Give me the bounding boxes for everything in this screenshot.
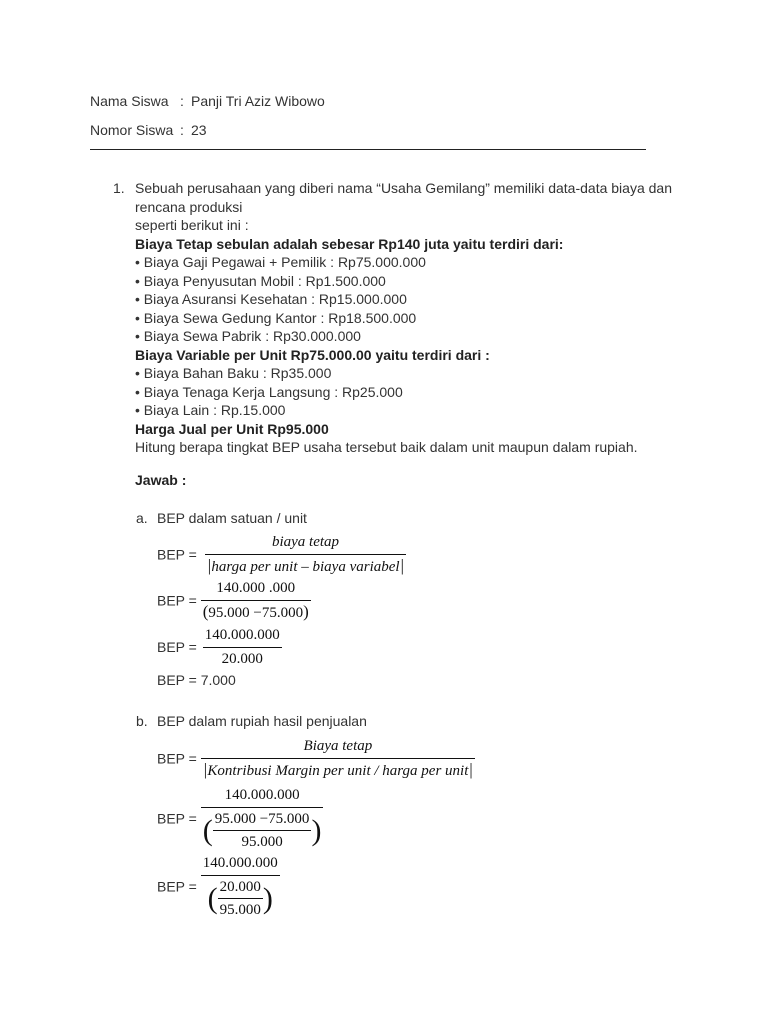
header-divider xyxy=(90,149,646,150)
fraction xyxy=(203,626,282,668)
part-a-eq-1 xyxy=(157,533,406,576)
inner-fraction xyxy=(213,810,312,852)
price-heading: Harga Jual per Unit Rp95.000 xyxy=(135,420,329,437)
fixed-item: • Biaya Asuransi Kesehatan : Rp15.000.000 xyxy=(135,290,675,309)
inner-denominator: 95.000 xyxy=(213,830,312,852)
inner-numerator: 20.000 xyxy=(219,878,261,895)
fraction xyxy=(205,533,407,576)
name-label: Nama Siswa xyxy=(90,93,169,109)
fraction-numerator: 140.000.000 xyxy=(204,627,280,643)
fraction-denominator: |Kontribusi Margin per unit / harga per unit| xyxy=(202,759,474,779)
fixed-cost-heading: Biaya Tetap sebulan adalah sebesar Rp140 juta yaitu terdiri dari: xyxy=(135,235,564,252)
part-b-eq-1 xyxy=(157,737,475,780)
student-name-row xyxy=(90,92,169,111)
part-a-eq-2 xyxy=(157,579,311,622)
inner-fraction xyxy=(218,878,263,920)
inner-denominator: 95.000 xyxy=(218,898,263,920)
fixed-item: • Biaya Sewa Gedung Kantor : Rp18.500.000 xyxy=(135,309,675,328)
intro-line-1: Sebuah perusahaan yang diberi nama “Usaha Gemilang” memiliki data-data biaya dan xyxy=(135,180,672,196)
fraction-numerator: 140.000.000 xyxy=(202,855,278,871)
task-text: Hitung berapa tingkat BEP usaha tersebut baik dalam unit maupun dalam rupiah. xyxy=(135,439,638,455)
fraction-numerator: Biaya tetap xyxy=(303,738,373,754)
number-separator: : xyxy=(180,122,184,138)
variable-item: • Biaya Tenaga Kerja Langsung : Rp25.000 xyxy=(135,383,675,402)
inner-numerator: 95.000 −75.000 xyxy=(214,810,310,827)
name-value: Panji Tri Aziz Wibowo xyxy=(191,93,325,109)
fraction xyxy=(201,854,280,920)
number-value: 23 xyxy=(191,122,207,138)
part-b-title: BEP dalam rupiah hasil penjualan xyxy=(157,713,367,729)
intro-line-2: rencana produksi xyxy=(135,198,243,215)
eq-label: BEP = xyxy=(157,810,197,827)
part-a-title: BEP dalam satuan / unit xyxy=(157,510,307,526)
fraction-denominator: (95.000 −75.000) xyxy=(202,601,309,621)
number-label: Nomor Siswa xyxy=(90,122,174,138)
part-a-eq-3 xyxy=(157,626,282,668)
eq-label: BEP = xyxy=(157,878,197,895)
answer-label: Jawab : xyxy=(135,472,187,488)
variable-cost-heading: Biaya Variable per Unit Rp75.000.00 yaitu terdiri dari : xyxy=(135,346,490,363)
fixed-item: • Biaya Sewa Pabrik : Rp30.000.000 xyxy=(135,327,675,346)
fraction-denominator: 20.000 xyxy=(203,647,282,669)
part-a-result: BEP = 7.000 xyxy=(157,672,236,688)
name-separator: : xyxy=(180,93,184,109)
fraction-denominator: |harga per unit – biaya variabel| xyxy=(206,555,405,575)
eq-label: BEP = xyxy=(157,638,197,655)
eq-label: BEP = xyxy=(157,546,197,563)
fixed-item: • Biaya Penyusutan Mobil : Rp1.500.000 xyxy=(135,272,675,291)
fraction-denominator: ( $\frac{20.000}{95.000}$ ) xyxy=(201,875,280,920)
fraction xyxy=(201,737,475,780)
part-b-eq-3 xyxy=(157,854,280,920)
part-b-marker: b. xyxy=(136,713,148,729)
fraction-numerator: biaya tetap xyxy=(271,534,340,550)
fraction-denominator: ( $\frac{95.000 -75.000}{95.000}$ ) xyxy=(201,807,324,852)
eq-label: BEP = xyxy=(157,592,197,609)
intro-line-3: seperti berikut ini : xyxy=(135,217,249,233)
part-a-marker: a. xyxy=(136,510,148,526)
variable-item: • Biaya Lain : Rp.15.000 xyxy=(135,401,675,420)
question-body xyxy=(135,179,675,457)
part-b-eq-2 xyxy=(157,786,323,852)
fraction xyxy=(201,786,324,852)
variable-item: • Biaya Bahan Baku : Rp35.000 xyxy=(135,364,675,383)
fixed-item: • Biaya Gaji Pegawai + Pemilik : Rp75.000.000 xyxy=(135,253,675,272)
eq-label: BEP = xyxy=(157,750,197,767)
question-number: 1. xyxy=(113,180,125,196)
fraction-numerator: 140.000 .000 xyxy=(216,580,296,596)
fraction-numerator: 140.000.000 xyxy=(224,787,300,803)
fraction xyxy=(201,579,311,622)
